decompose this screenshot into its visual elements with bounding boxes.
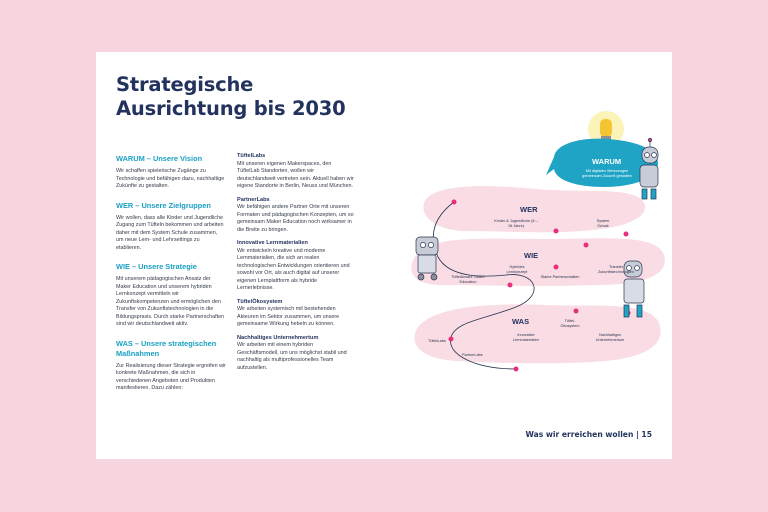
heading-warum: WARUM – Unsere Vision [116, 154, 203, 163]
page-title [116, 73, 416, 121]
paragraph-wie: Mit unserem pädagogischen Ansatz der Maker Education und unserem hybriden Lernkonzept vermitteln wir Zukunftskompetenzen und ermöglichen den Transfer von Zukunftstechnologien in die Bildungspraxis. Durch starke Partnerschaften sind wir deutschlandweit aktiv. [116, 276, 225, 327]
paragraph-wer: Wir wollen, dass alle Kinder und Jugendliche Zugang zum Tüfteln bekommen und arbeiten daher mit dem System Schule zusammen, um neue Lern- und Lehrsettings zu etablieren. [116, 214, 224, 251]
paragraph-oekosystem: Wir arbeiten systemisch mit bestehenden Akteuren im Sektor zusammen, um unsere gemeinsame Wirkung hebeln zu können. [237, 306, 340, 327]
title-line-1: Strategische [116, 73, 254, 96]
label-oekosystem: Tüftel-Ökosystem [560, 319, 580, 328]
report-page [96, 52, 672, 459]
paragraph-unternehmertum: Wir arbeiten mit einem hybriden Geschäftsmodell, um uns möglichst stabil und nachhaltig als multiprofessionelles Team aufzustellen. [237, 342, 347, 371]
heading-partnerlabs: PartnerLabs [237, 196, 270, 203]
label-partnerschaften: Starke Partnerschaften [540, 275, 580, 279]
paragraph-lernmaterialien: Wir entwickeln kreative und moderne Lernmaterialien, die sich an realen technologischen Entwicklungen orientieren und sowohl vor Ort, als auch digital auf unserer eigenen Lernplattform als hybride Lernerlebnisse. [237, 247, 350, 291]
heading-was: WAS – Unsere strategischen Maßnahmen [116, 338, 217, 358]
heading-tueftellabs: TüftelLabs [237, 153, 266, 159]
label-ansatz: TüftelAnsatz: Maker Education [451, 275, 485, 284]
heading-wie: WIE – Unsere Strategie [116, 262, 197, 271]
label-tueftellabs: TüftelLabs [428, 339, 446, 343]
heading-wer: WER – Unsere Zielgruppen [116, 200, 211, 210]
label-kinder: Kinder & Jugendliche (6 – 16 Jahre) [494, 219, 538, 228]
paragraph-partnerlabs: Wir befähigen andere Partner Orte mit unseren Formaten und pädagogischen Konzepten, um so gemeinsam Maker Education noch wirksamer in die Breite zu bringen. [237, 204, 354, 233]
text-column-middle [237, 153, 354, 378]
strategy-illustration [396, 107, 672, 427]
paragraph-tueftellabs: Mit unseren eigenen Makerspaces, den TüftelLab Standorten, wollen wir deutschlandweit vertreten sein. Aktuell haben wir eigene Standorte in Berlin, Neuss und München. [237, 160, 354, 189]
label-wer: WER [520, 205, 538, 214]
label-schule: System Schule [596, 219, 610, 228]
label-wie: WIE [524, 251, 539, 260]
label-lernmaterialien: Innovative Lernmaterialien [512, 333, 540, 342]
heading-unternehmertum: Nachhaltiges Unternehmertum [237, 334, 319, 341]
label-warum: WARUM [592, 157, 622, 166]
label-partnerlabs: PartnerLabs [462, 353, 483, 357]
heading-oekosystem: TüftelÖkosystem [237, 298, 283, 305]
title-line-2: Ausrichtung bis 2030 [116, 97, 346, 120]
label-hybrides: Hybrides Lernkonzept [506, 265, 528, 274]
label-warum-sub: Mit digitalen Werkzeugen gemeinsam Zukunft gestalten [582, 169, 632, 178]
label-was: WAS [512, 317, 530, 326]
text-column-left [116, 154, 226, 403]
heading-lernmaterialien: Innovative Lernmaterialien [237, 240, 308, 246]
bulb [600, 119, 612, 137]
label-transfer: Transfer Zukunftstechnologien [597, 265, 635, 274]
page-footer: Was wir erreichen wollen | 15 [525, 430, 652, 439]
paragraph-warum: Wir schaffen spielerische Zugänge zu Technologie und befähigen dazu, nachhaltige Zukünfte zu gestalten. [116, 168, 225, 189]
paragraph-was: Zur Realisierung dieser Strategie ergreifen wir konkrete Maßnahmen, die sich in verschiedenen Angeboten und Produkten manifestieren. Dazu zählen: [116, 362, 226, 391]
label-unternehmertum: Nachhaltiges Unternehmertum [595, 333, 625, 342]
